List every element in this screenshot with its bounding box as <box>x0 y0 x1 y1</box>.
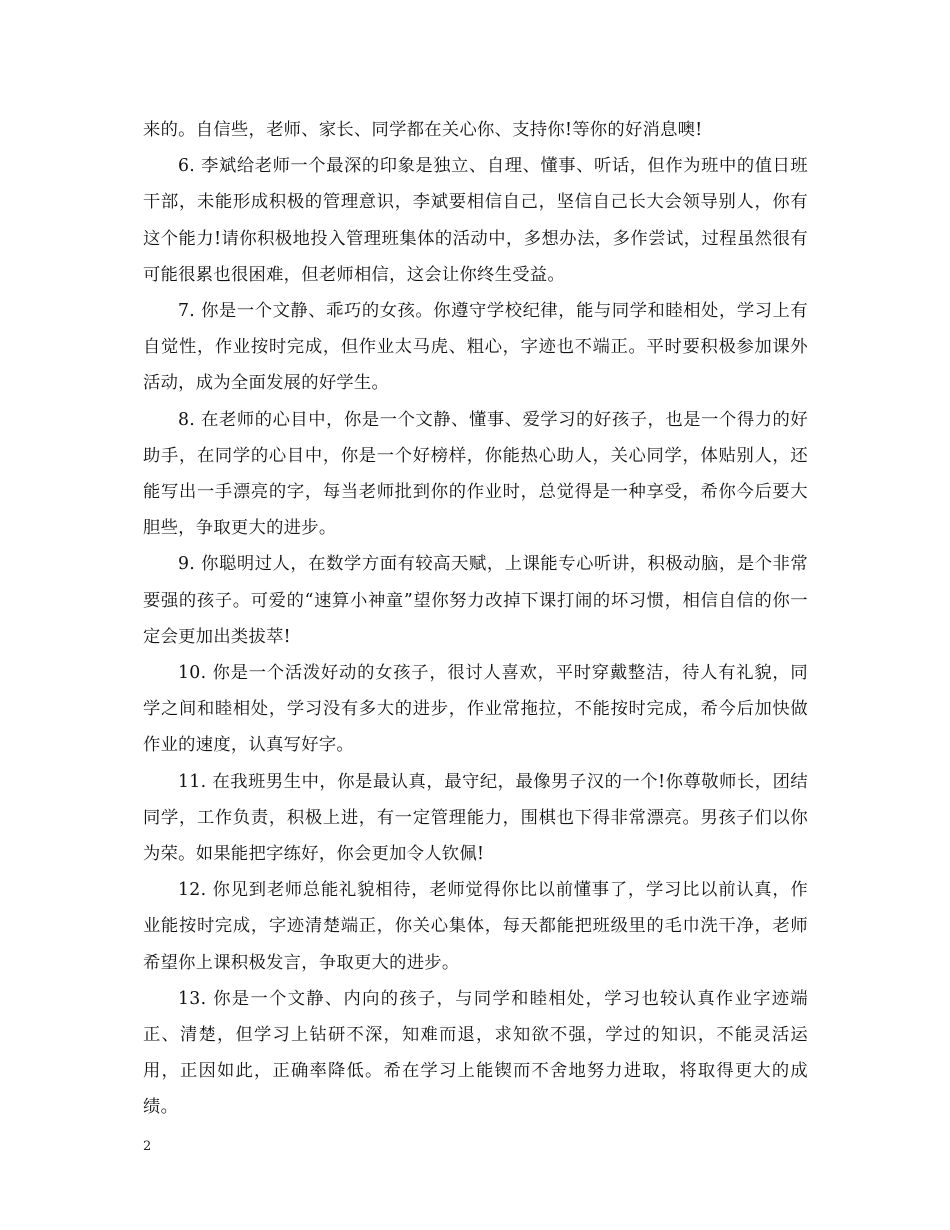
paragraph-item-8: 8. 在老师的心目中，你是一个文静、懂事、爱学习的好孩子，也是一个得力的好助手，在同学的心目中，你是一个好榜样，你能热心助人，关心同学，体贴别人，还能写出一手漂亮的字，每当老师批到你的作业时，总觉得是一种享受，希你今后要大胆些，争取更大的进步。 <box>143 409 808 539</box>
paragraph-continuation: 来的。自信些，老师、家长、同学都在关心你、支持你!等你的好消息噢! <box>143 120 703 140</box>
document-body <box>143 112 808 1126</box>
page-number: 2 <box>143 1139 152 1154</box>
paragraph-item-12: 12. 你见到老师总能礼貌相待，老师觉得你比以前懂事了，学习比以前认真，作业能按时完成，字迹清楚端正，你关心集体，每天都能把班级里的毛巾洗干净，老师希望你上课积极发言，争取更大的进步。 <box>143 880 808 973</box>
paragraph-item-13: 13. 你是一个文静、内向的孩子，与同学和睦相处，学习也较认真作业字迹端正、清楚，但学习上钻研不深，知难而退，求知欲不强，学过的知识，不能灵活运用，正因如此，正确率降低。希在学习上能锲而不舍地努力进取，将取得更大的成绩。 <box>143 988 808 1118</box>
paragraph-item-6: 6. 李斌给老师一个最深的印象是独立、自理、懂事、听话，但作为班中的值日班干部，未能形成积极的管理意识，李斌要相信自己，坚信自己长大会领导别人，你有这个能力!请你积极地投入管理班集体的活动中，多想办法，多作尝试，过程虽然很有可能很累也很困难，但老师相信，这会让你终生受益。 <box>143 156 808 285</box>
paragraph-item-7: 7. 你是一个文静、乖巧的女孩。你遵守学校纪律，能与同学和睦相处，学习上有自觉性，作业按时完成，但作业太马虎、粗心，字迹也不端正。平时要积极参加课外活动，成为全面发展的好学生。 <box>143 301 808 394</box>
paragraph-item-9: 9. 你聪明过人，在数学方面有较高天赋，上课能专心听讲，积极动脑，是个非常要强的孩子。可爱的“速算小神童”望你努力改掉下课打闹的坏习惯，相信自信的你一定会更加出类拔萃! <box>143 554 808 647</box>
paragraph-item-11: 11. 在我班男生中，你是最认真，最守纪，最像男子汉的一个!你尊敬师长，团结同学，工作负责，积极上进，有一定管理能力，围棋也下得非常漂亮。男孩子们以你为荣。如果能把字练好，你会更加令人钦佩! <box>143 771 808 865</box>
paragraph-item-10: 10. 你是一个活泼好动的女孩子，很讨人喜欢，平时穿戴整洁，待人有礼貌，同学之间和睦相处，学习没有多大的进步，作业常拖拉，不能按时完成，希今后加快做作业的速度，认真写好字。 <box>143 663 808 756</box>
